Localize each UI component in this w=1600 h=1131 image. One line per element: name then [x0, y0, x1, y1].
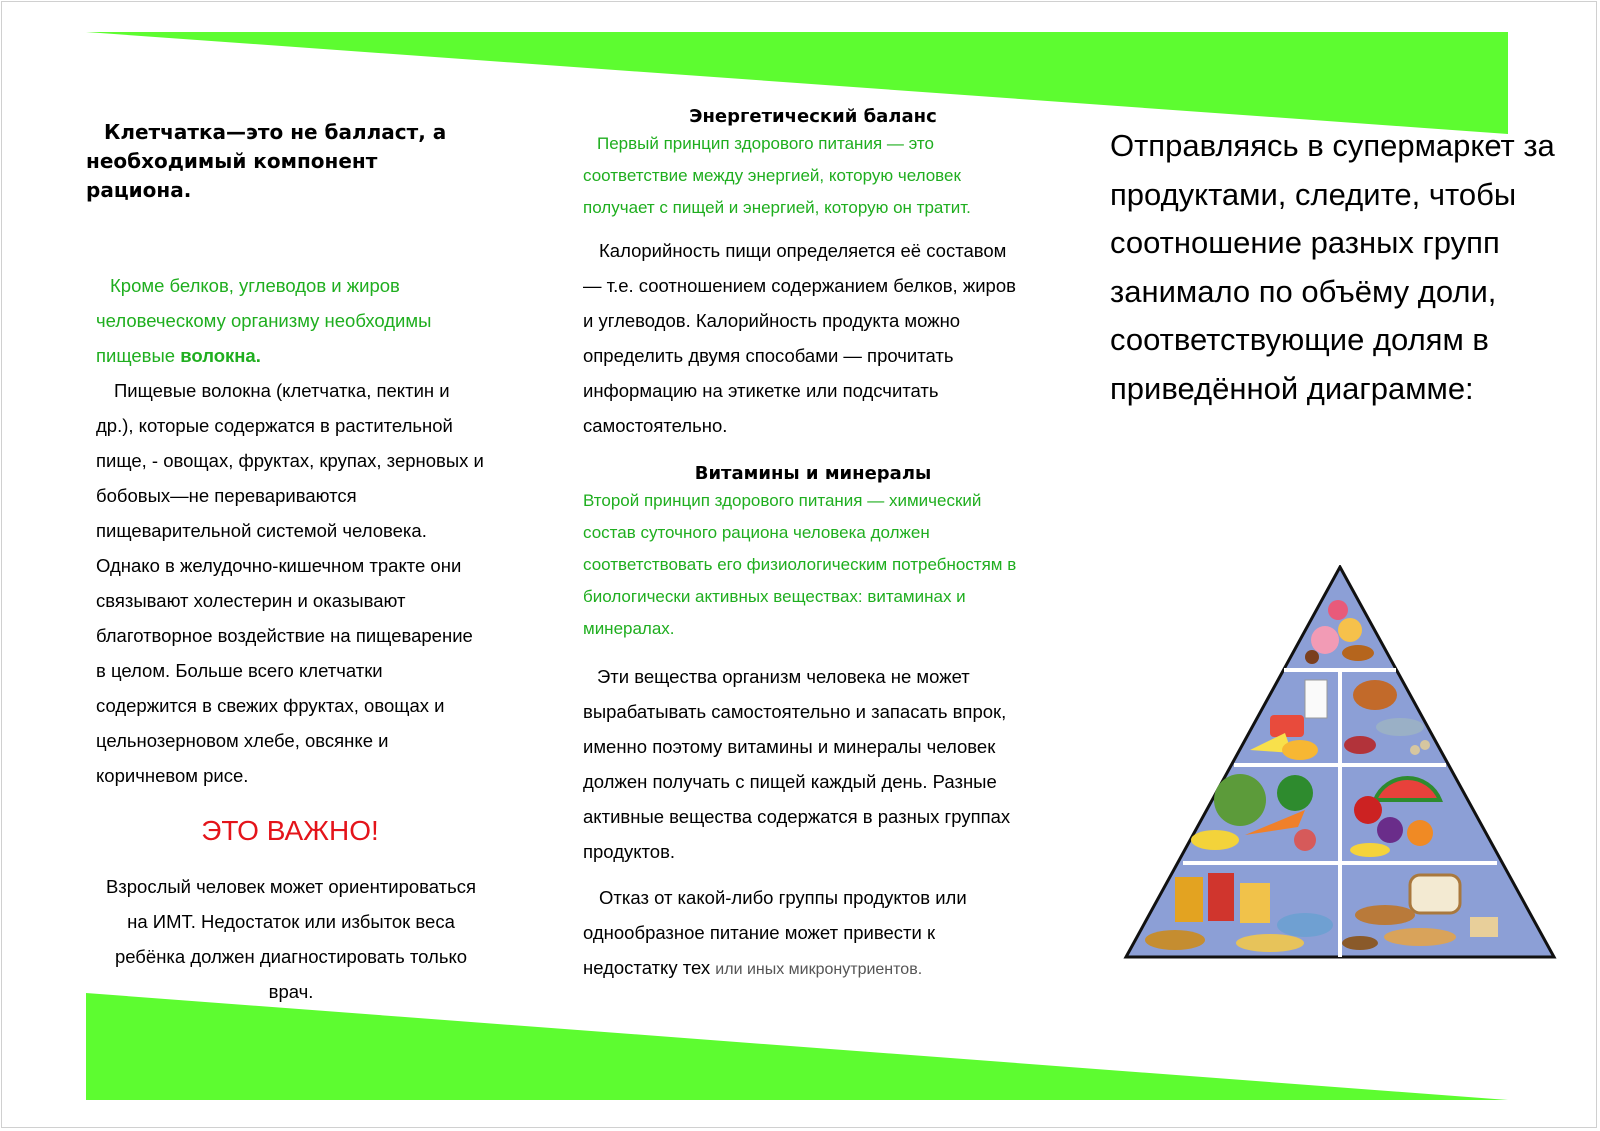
important-callout: ЭТО ВАЖНО! [201, 815, 379, 846]
vitamins-body: Эти вещества организм человека не может вырабатывать самостоятельно и запасать впрок, именно поэтому витамины и минералы человек должен получать с пищей каждый день. Разные активные вещества содержатся в разных группах продуктов. [583, 666, 1011, 862]
variety-note [583, 880, 1023, 987]
vitamins-heading: Витамины и минералы [694, 463, 932, 484]
food-pyramid [1120, 565, 1560, 975]
variety-note-text: Отказ от какой-либо группы продуктов или однообразное питание может привести к недостатку тех [583, 887, 967, 978]
shopping-advice: Отправляясь в супермаркет за продуктами, следите, чтобы соотношение разных групп занимало по объёму доли, соответствующие долям в приведённой диаграмме: [1110, 128, 1555, 406]
fiber-body: Пищевые волокна (клетчатка, пектин и др.), которые содержатся в растительной пище, - овощах, фруктах, крупах, зерновых и бобовых—не перевариваются пищеварительной системой человека. Однако в желудочно-кишечном тракте они связывают холестерин и оказывают благотворное воздействие на пищеварение в целом. Больше всего клетчатки содержится в свежих фруктах, овощах и цельнозерновом хлебе, овсянке и коричневом рисе. [96, 380, 484, 786]
fiber-intro-bold: волокна [180, 345, 256, 366]
energy-calories: Калорийность пищи определяется её составом — т.е. соотношением содержанием белков, жиров и углеводов. Калорийность продукта можно определить двумя способами — прочитать информацию на этикетке или подсчитать самостоятельно. [583, 240, 1016, 436]
energy-principle: Первый принцип здорового питания — это соответствие между энергией, которую человек получает с пищей и энергией, которую он тратит. [583, 134, 971, 217]
energy-heading: Энергетический баланс [689, 106, 937, 127]
fiber-intro-dot: . [255, 345, 261, 366]
fiber-intro-text: Кроме белков, углеводов и жиров человеческому организму необходимы пищевые [96, 275, 432, 366]
variety-note-tail: или иных микронутриентов. [715, 961, 923, 978]
fiber-intro [86, 268, 486, 373]
vitamins-principle: Второй принцип здорового питания — химический состав суточного рациона человека должен соответствовать его физиологическим потребностям в биологически активных веществах: витаминах и минералах. [583, 491, 1017, 638]
bottom-green-band [86, 993, 1508, 1100]
adult-note: Взрослый человек может ориентироваться на ИМТ. Недостаток или избыток веса ребёнка должен диагностировать только врач. [105, 876, 477, 1002]
food-pyramid-svg [1120, 565, 1560, 975]
fiber-heading: Клетчатка—это не балласт, а необходимый компонент рациона. [86, 120, 447, 202]
left-column [86, 118, 486, 1009]
middle-column [583, 106, 1023, 987]
right-column [1110, 122, 1560, 413]
